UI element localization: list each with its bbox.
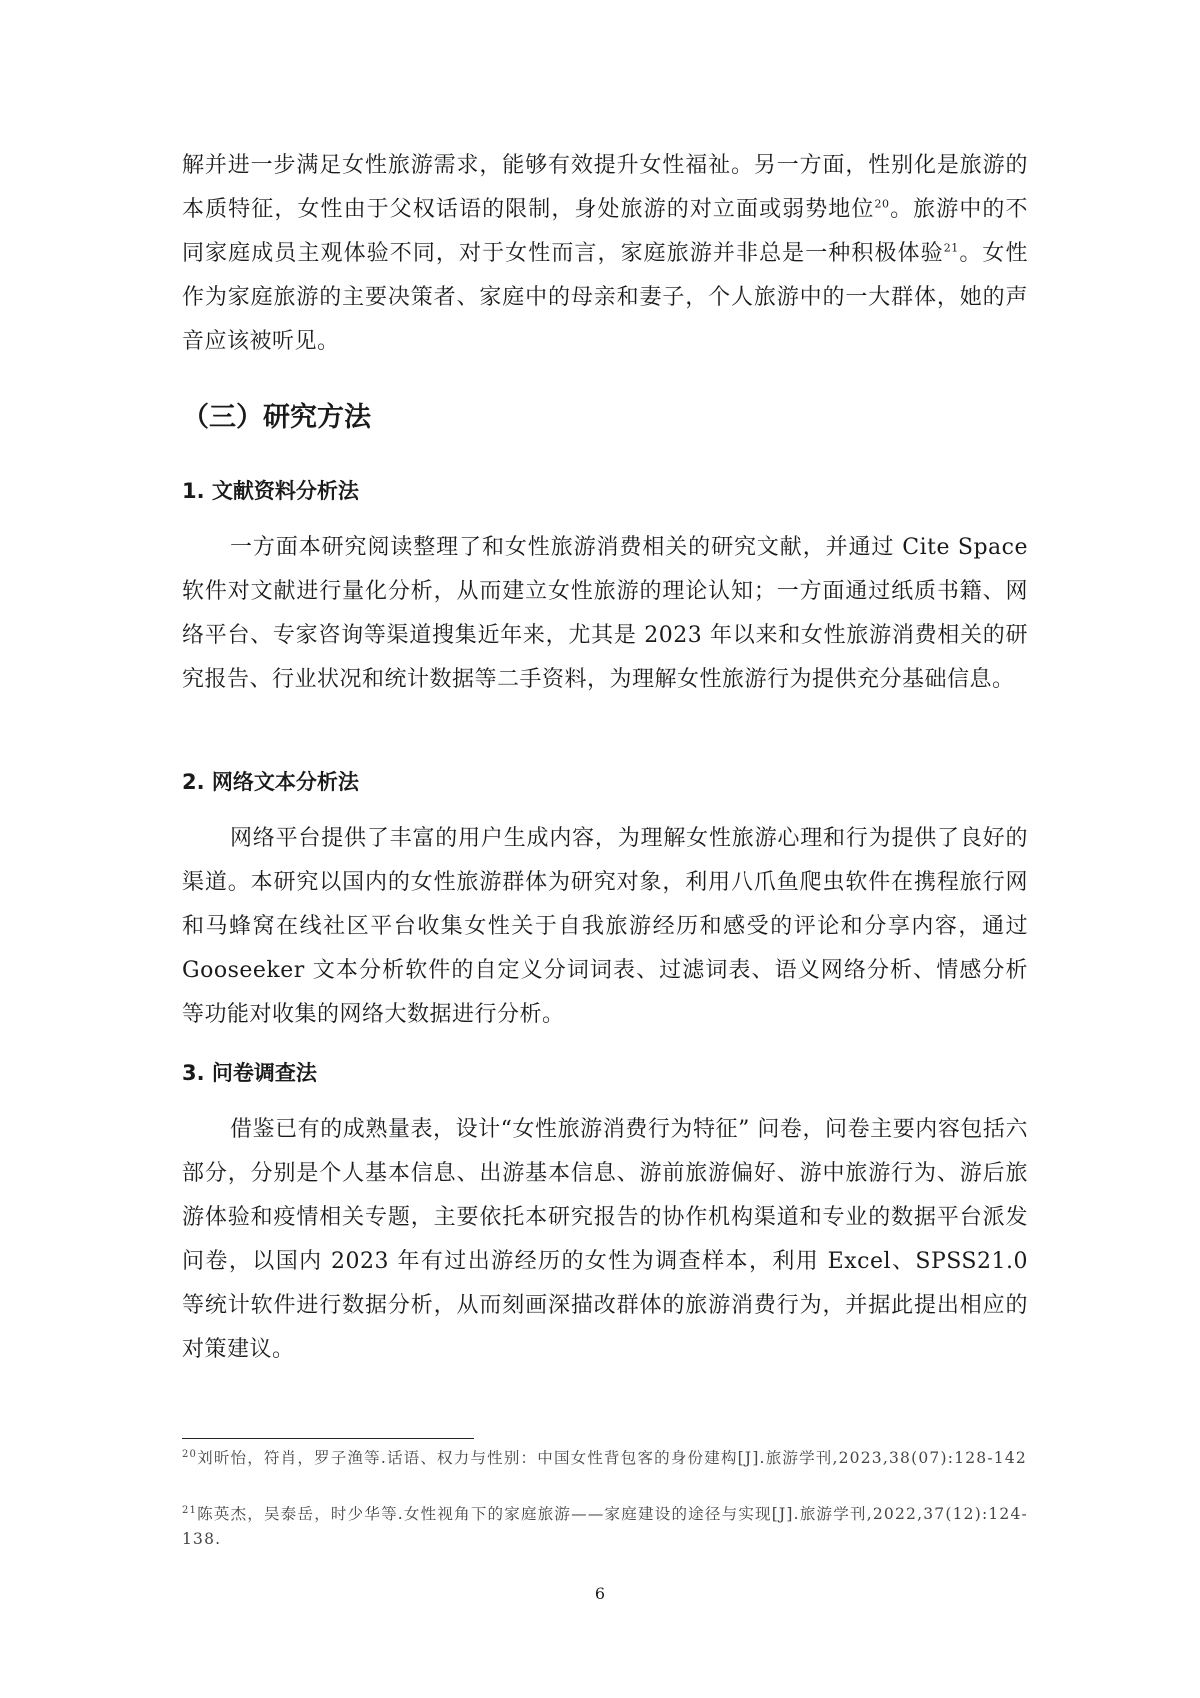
section-title: （三）研究方法 bbox=[182, 402, 371, 433]
footnote-ref-21[interactable]: 21 bbox=[943, 241, 959, 255]
footnote-20 bbox=[182, 1446, 1028, 1471]
method-2-text: 网络平台提供了丰富的用户生成内容，为理解女性旅游心理和行为提供了良好的渠道。本研究以国内的女性旅游群体为研究对象，利用八爪鱼爬虫软件在携程旅行网和马蜂窝在线社区平台收集女性关于自我旅游经历和感受的评论和分享内容，通过 Gooseeker 文本分析软件的自定义分词词表、过滤词表、语义网络分析、情感分析等功能对收集的网络大数据进行分析。 bbox=[182, 826, 1028, 1027]
intro-text-3: 。女性作为家庭旅游的主要决策者、家庭中的母亲和妻子，个人旅游中的一大群体，她的声音应该被听见。 bbox=[182, 241, 1028, 354]
footnote-20-text: 刘昕怡，符肖，罗子渔等.话语、权力与性别：中国女性背包客的身份建构[J].旅游学刊,2023,38(07):128-142 bbox=[197, 1449, 1027, 1467]
method-3-heading: 3. 问卷调查法 bbox=[182, 1061, 317, 1085]
intro-text-2: 。旅游中的不同家庭成员主观体验不同，对于女性而言，家庭旅游并非总是一种积极体验 bbox=[182, 197, 1028, 266]
footnote-21-text: 陈英杰，吴泰岳，时少华等.女性视角下的家庭旅游——家庭建设的途径与实现[J].旅游学刊,2022,37(12):124-138. bbox=[182, 1505, 1028, 1548]
method-2-heading: 2. 网络文本分析法 bbox=[182, 770, 359, 794]
page-number: 6 bbox=[594, 1584, 606, 1603]
footnote-21-number: 21 bbox=[182, 1504, 198, 1516]
method-1-text: 一方面本研究阅读整理了和女性旅游消费相关的研究文献，并通过 Cite Space 软件对文献进行量化分析，从而建立女性旅游的理论认知；一方面通过纸质书籍、网络平台、专家咨询等渠道搜集近年来，尤其是 2023 年以来和女性旅游消费相关的研究报告、行业状况和统计数据等二手资料，为理解女性旅游行为提供充分基础信息。 bbox=[182, 535, 1028, 692]
intro-text-1: 解并进一步满足女性旅游需求，能够有效提升女性福祉。另一方面，性别化是旅游的本质特征，女性由于父权话语的限制，身处旅游的对立面或弱势地位 bbox=[182, 153, 1028, 222]
footnote-21 bbox=[182, 1502, 1028, 1552]
footnote-20-number: 20 bbox=[182, 1448, 198, 1460]
method-3-text: 借鉴已有的成熟量表，设计“女性旅游消费行为特征” 问卷，问卷主要内容包括六部分，分别是个人基本信息、出游基本信息、游前旅游偏好、游中旅游行为、游后旅游体验和疫情相关专题，主要依托本研究报告的协作机构渠道和专业的数据平台派发问卷，以国内 2023 年有过出游经历的女性为调查样本，利用 Excel、SPSS21.0 等统计软件进行数据分析，从而刻画深描改群体的旅游消费行为，并据此提出相应的对策建议。 bbox=[182, 1117, 1028, 1362]
method-1-heading: 1. 文献资料分析法 bbox=[182, 479, 359, 503]
intro-paragraph bbox=[182, 144, 1028, 364]
footnote-divider bbox=[182, 1438, 474, 1439]
footnote-ref-20[interactable]: 20 bbox=[874, 197, 890, 211]
